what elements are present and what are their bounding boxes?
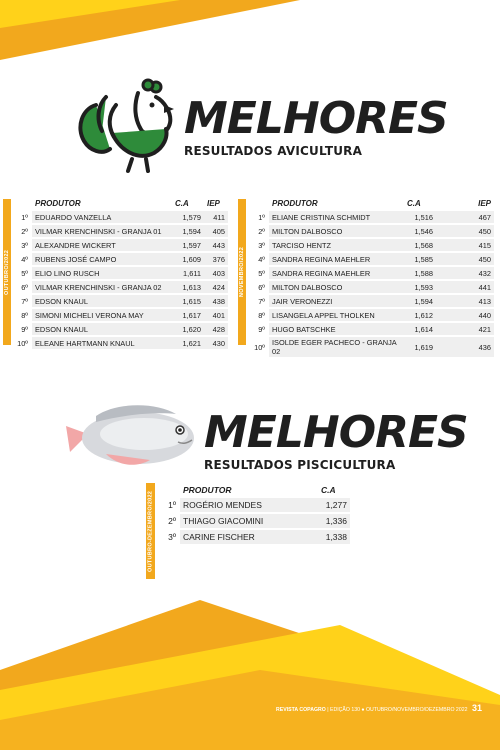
ca-value: 1,612 xyxy=(404,309,436,321)
rank-position: 9º xyxy=(258,324,265,334)
table-row xyxy=(14,323,228,335)
rank-position: 3º xyxy=(21,240,28,250)
iep-value: 450 xyxy=(436,253,494,265)
table-row xyxy=(14,225,228,237)
table-row xyxy=(14,239,228,251)
page-number: 31 xyxy=(471,703,482,713)
producer-name: VILMAR KRENCHINSKI - GRANJA 02 xyxy=(32,281,172,293)
ca-value: 1,594 xyxy=(404,295,436,307)
table-row xyxy=(160,514,350,528)
header-ca: C.A xyxy=(175,199,189,208)
rank-position: 1º xyxy=(258,212,265,222)
rank-position: 4º xyxy=(258,254,265,264)
rank-position: 9º xyxy=(21,324,28,334)
producer-name: EDSON KNAUL xyxy=(32,295,172,307)
avicultura-table-left xyxy=(14,197,228,351)
header-produtor: PRODUTOR xyxy=(35,199,81,208)
table-row xyxy=(249,309,494,321)
table-row xyxy=(249,225,494,237)
ca-value: 1,593 xyxy=(404,281,436,293)
rank-position: 10º xyxy=(254,342,265,352)
ca-value: 1,620 xyxy=(172,323,204,335)
iep-value: 432 xyxy=(436,267,494,279)
table-row xyxy=(14,295,228,307)
table-row xyxy=(249,295,494,307)
iep-value: 438 xyxy=(204,295,228,307)
footer xyxy=(276,703,482,713)
producer-name: MILTON DALBOSCO xyxy=(269,281,404,293)
rank-position: 4º xyxy=(21,254,28,264)
rank-position: 2º xyxy=(258,226,265,236)
rank-position: 1º xyxy=(168,500,176,510)
header-iep: IEP xyxy=(478,199,491,208)
iep-value: 403 xyxy=(204,267,228,279)
producer-name: ELIO LINO RUSCH xyxy=(32,267,172,279)
rank-position: 2º xyxy=(168,516,176,526)
producer-name: EDSON KNAUL xyxy=(32,323,172,335)
table-row xyxy=(160,530,350,544)
period-tab-fish: OUTUBRO-DEZEMBRO/2022 xyxy=(146,483,155,579)
header-produtor: PRODUTOR xyxy=(272,199,318,208)
producer-name: CARINE FISCHER xyxy=(180,530,318,544)
rooster-icon xyxy=(68,75,178,175)
table-row xyxy=(249,323,494,335)
header-produtor: PRODUTOR xyxy=(183,485,232,495)
table-row xyxy=(249,211,494,223)
avicultura-title-block xyxy=(184,93,448,158)
rank-position: 6º xyxy=(258,282,265,292)
ca-value: 1,277 xyxy=(318,498,350,512)
rank-position: 8º xyxy=(258,310,265,320)
producer-name: THIAGO GIACOMINI xyxy=(180,514,318,528)
table-row xyxy=(249,337,494,357)
ca-value: 1,615 xyxy=(172,295,204,307)
ca-value: 1,579 xyxy=(172,211,204,223)
ca-value: 1,611 xyxy=(172,267,204,279)
period-tab-left: OUTUBRO/2022 xyxy=(3,199,11,345)
iep-value: 413 xyxy=(436,295,494,307)
ca-value: 1,613 xyxy=(172,281,204,293)
ca-value: 1,546 xyxy=(404,225,436,237)
table-row xyxy=(14,267,228,279)
iep-value: 436 xyxy=(436,337,494,357)
producer-name: ELIANE CRISTINA SCHMIDT xyxy=(269,211,404,223)
period-tab-right: NOVEMBRO/2022 xyxy=(238,199,246,345)
iep-value: 430 xyxy=(204,337,228,349)
table-row xyxy=(160,498,350,512)
iep-value: 441 xyxy=(436,281,494,293)
ca-value: 1,588 xyxy=(404,267,436,279)
producer-name: ROGÉRIO MENDES xyxy=(180,498,318,512)
table-row xyxy=(14,309,228,321)
ca-value: 1,336 xyxy=(318,514,350,528)
avicultura-subtitle: RESULTADOS AVICULTURA xyxy=(184,144,363,158)
producer-name: TARCISO HENTZ xyxy=(269,239,404,251)
rank-position: 7º xyxy=(21,296,28,306)
ca-value: 1,338 xyxy=(318,530,350,544)
rank-position: 1º xyxy=(21,212,28,222)
table-row xyxy=(14,337,228,349)
rank-position: 5º xyxy=(258,268,265,278)
rank-position: 7º xyxy=(258,296,265,306)
iep-value: 405 xyxy=(204,225,228,237)
rank-position: 10º xyxy=(17,338,28,348)
ca-value: 1,619 xyxy=(404,337,436,357)
producer-name: VILMAR KRENCHINSKI - GRANJA 01 xyxy=(32,225,172,237)
avicultura-title: MELHORES xyxy=(184,93,448,144)
ca-value: 1,609 xyxy=(172,253,204,265)
table-row xyxy=(14,281,228,293)
table-row xyxy=(249,267,494,279)
ca-value: 1,568 xyxy=(404,239,436,251)
avicultura-table-right xyxy=(249,197,494,359)
piscicultura-table xyxy=(160,483,350,546)
table-row xyxy=(14,253,228,265)
producer-name: ISOLDE EGER PACHECO - GRANJA 02 xyxy=(269,337,404,357)
fish-icon xyxy=(66,402,198,472)
producer-name: SANDRA REGINA MAEHLER xyxy=(269,253,404,265)
rank-position: 3º xyxy=(258,240,265,250)
edition-info: | EDIÇÃO 130 ● OUTUBRO/NOVEMBRO/DEZEMBRO 2022 xyxy=(327,707,468,713)
iep-value: 415 xyxy=(436,239,494,251)
header-iep: IEP xyxy=(207,199,220,208)
iep-value: 421 xyxy=(436,323,494,335)
ca-value: 1,617 xyxy=(172,309,204,321)
iep-value: 467 xyxy=(436,211,494,223)
producer-name: LISANGELA APPEL THOLKEN xyxy=(269,309,404,321)
rank-position: 8º xyxy=(21,310,28,320)
rank-position: 6º xyxy=(21,282,28,292)
producer-name: SIMONI MICHELI VERONA MAY xyxy=(32,309,172,321)
ca-value: 1,597 xyxy=(172,239,204,251)
iep-value: 411 xyxy=(204,211,228,223)
iep-value: 424 xyxy=(204,281,228,293)
iep-value: 450 xyxy=(436,225,494,237)
ca-value: 1,614 xyxy=(404,323,436,335)
piscicultura-subtitle: RESULTADOS PISCICULTURA xyxy=(204,458,396,472)
header-ca: C.A xyxy=(407,199,421,208)
producer-name: JAIR VERONEZZI xyxy=(269,295,404,307)
rank-position: 2º xyxy=(21,226,28,236)
producer-name: ALEXANDRE WICKERT xyxy=(32,239,172,251)
table-row xyxy=(249,239,494,251)
iep-value: 376 xyxy=(204,253,228,265)
table-row xyxy=(249,281,494,293)
iep-value: 443 xyxy=(204,239,228,251)
table-row xyxy=(14,211,228,223)
rank-position: 5º xyxy=(21,268,28,278)
producer-name: ELEANE HARTMANN KNAUL xyxy=(32,337,172,349)
ca-value: 1,516 xyxy=(404,211,436,223)
iep-value: 428 xyxy=(204,323,228,335)
producer-name: RUBENS JOSÉ CAMPO xyxy=(32,253,172,265)
producer-name: MILTON DALBOSCO xyxy=(269,225,404,237)
ca-value: 1,585 xyxy=(404,253,436,265)
table-row xyxy=(249,253,494,265)
piscicultura-title: MELHORES xyxy=(204,407,468,458)
header-ca: C.A xyxy=(321,485,336,495)
producer-name: SANDRA REGINA MAEHLER xyxy=(269,267,404,279)
magazine-name: REVISTA COPAGRO xyxy=(276,707,326,713)
iep-value: 401 xyxy=(204,309,228,321)
producer-name: EDUARDO VANZELLA xyxy=(32,211,172,223)
rank-position: 3º xyxy=(168,532,176,542)
piscicultura-title-block xyxy=(204,407,468,472)
ca-value: 1,621 xyxy=(172,337,204,349)
ca-value: 1,594 xyxy=(172,225,204,237)
iep-value: 440 xyxy=(436,309,494,321)
producer-name: HUGO BATSCHKE xyxy=(269,323,404,335)
